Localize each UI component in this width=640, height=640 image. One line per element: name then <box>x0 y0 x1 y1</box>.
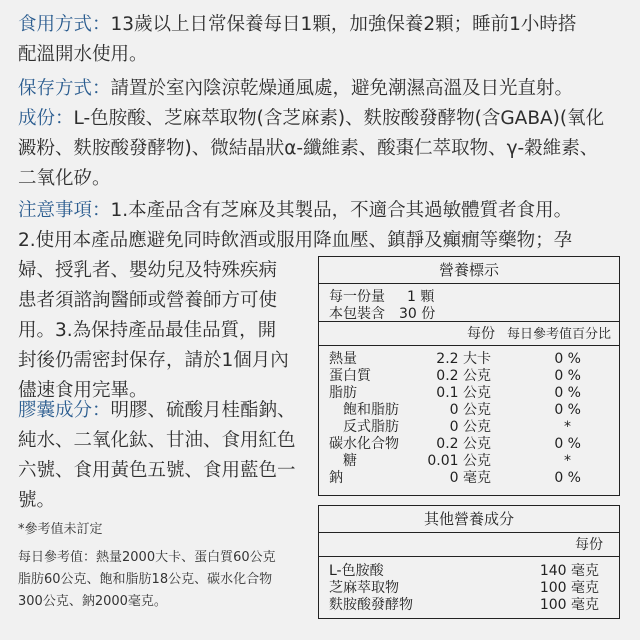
serving-value: 1 顆 <box>407 289 435 305</box>
package-label: 本包裝含 <box>329 306 385 322</box>
nutrient-row <box>319 351 619 368</box>
col-per-serving: 每份 <box>467 326 495 342</box>
footnote-line-2: 每日參考值：熱量2000大卡、蛋白質60公克 <box>18 550 276 565</box>
usage-section <box>18 10 576 70</box>
column-header <box>319 322 619 346</box>
other-col-per-serving: 每份 <box>575 537 603 553</box>
other-row <box>319 580 619 597</box>
other-name: 芝麻萃取物 <box>329 580 399 596</box>
nutrient-dv: 0 % <box>554 402 581 418</box>
other-row <box>319 597 619 614</box>
other-value: 140 毫克 <box>539 563 599 579</box>
nutrient-row <box>319 470 619 487</box>
nutrient-name: 鈉 <box>329 470 343 486</box>
nutrient-name: 飽和脂肪 <box>343 402 399 418</box>
nutrient-dv: 0 % <box>554 385 581 401</box>
ingredients-line-1 <box>18 104 604 134</box>
storage-section <box>18 74 573 104</box>
notes-text-7: 儘速食用完畢。 <box>18 380 148 401</box>
notes-text-2: 2.使用本產品應避免同時飲酒或服用降血壓、鎮靜及癲癇等藥物；孕 <box>18 230 573 251</box>
footnote <box>18 519 276 613</box>
capsule-section <box>18 396 296 516</box>
nutrient-row <box>319 419 619 436</box>
nutrient-name: 碳水化合物 <box>329 436 399 452</box>
nutrition-title: 營養標示 <box>319 257 619 284</box>
capsule-line-1 <box>18 396 296 426</box>
other-row <box>319 563 619 580</box>
nutrient-value: 0.1 公克 <box>436 385 491 401</box>
nutrient-row <box>319 368 619 385</box>
nutrient-name: 蛋白質 <box>329 368 371 384</box>
nutrient-value: 0.2 公克 <box>436 436 491 452</box>
column-header-row <box>319 326 619 343</box>
nutrient-value: 2.2 大卡 <box>436 351 491 367</box>
nutrient-dv: 0 % <box>554 436 581 452</box>
serving-row <box>319 289 619 306</box>
package-value: 30 份 <box>399 306 436 322</box>
other-value: 100 毫克 <box>539 597 599 613</box>
storage-line <box>18 74 573 104</box>
nutrient-name: 反式脂肪 <box>343 419 399 435</box>
notes-text-4: 患者須諮詢醫師或營養師方可使 <box>18 290 278 311</box>
capsule-text-3: 六號、食用黃色五號、食用藍色一 <box>18 460 296 481</box>
footnote-line-3: 脂肪60公克、飽和脂肪18公克、碳水化合物 <box>18 572 273 587</box>
storage-label: 保存方式： <box>18 78 111 99</box>
other-rows <box>319 557 619 614</box>
notes-text-6: 封後仍需密封保存，請於1個月內 <box>18 350 289 371</box>
nutrient-row <box>319 385 619 402</box>
usage-label: 食用方式： <box>18 14 111 35</box>
other-title: 其他營養成分 <box>319 506 619 533</box>
nutrient-dv: * <box>564 419 571 435</box>
package-row <box>319 306 619 323</box>
serving-label: 每一份量 <box>329 289 385 305</box>
capsule-text-1: 明膠、硫酸月桂酯鈉、 <box>110 400 296 421</box>
capsule-text-2: 純水、二氧化鈦、甘油、食用紅色 <box>18 430 296 451</box>
other-value: 100 毫克 <box>539 580 599 596</box>
nutrient-value: 0 毫克 <box>449 470 491 486</box>
notes-line-1 <box>18 196 572 226</box>
ingredients-text-1: L-色胺酸、芝麻萃取物(含芝麻素)、麩胺酸發酵物(含GABA)(氧化 <box>73 108 605 129</box>
usage-line-1 <box>18 10 576 40</box>
usage-text-1: 13歲以上日常保養每日1顆，加強保養2顆；睡前1小時搭 <box>110 14 577 35</box>
footnote-line-1: *參考值未訂定 <box>18 522 103 537</box>
other-column-header-row <box>319 537 619 554</box>
nutrient-dv: 0 % <box>554 351 581 367</box>
storage-text: 請置於室內陰涼乾燥通風處，避免潮濕高溫及日光直射。 <box>110 78 574 99</box>
ingredients-label: 成份： <box>18 108 74 129</box>
col-daily-value: 每日參考值百分比 <box>506 327 611 342</box>
serving-info <box>319 284 619 322</box>
nutrient-name: 脂肪 <box>329 385 357 401</box>
notes-text-3: 婦、授乳者、嬰幼兒及特殊疾病 <box>18 260 278 281</box>
other-name: 麩胺酸發酵物 <box>329 597 413 613</box>
nutrient-dv: 0 % <box>554 470 581 486</box>
usage-text-2: 配溫開水使用。 <box>18 44 148 65</box>
other-nutrients-table <box>318 505 620 619</box>
nutrient-value: 0 公克 <box>449 402 491 418</box>
nutrient-row <box>319 453 619 470</box>
nutrient-row <box>319 436 619 453</box>
ingredients-text-2: 澱粉、麩胺酸發酵物)、微結晶狀α-纖維素、酸棗仁萃取物、γ-穀維素、 <box>18 138 599 159</box>
notes-label: 注意事項： <box>18 200 111 221</box>
nutrient-value: 0 公克 <box>449 419 491 435</box>
nutrient-name: 熱量 <box>329 351 357 367</box>
capsule-label: 膠囊成分： <box>18 400 111 421</box>
ingredients-section <box>18 104 604 194</box>
other-column-header <box>319 533 619 557</box>
capsule-text-4: 號。 <box>18 490 56 511</box>
notes-text-5: 用。3.為保持產品最佳品質，開 <box>18 320 277 341</box>
nutrient-name: 糖 <box>343 453 357 469</box>
nutrient-dv: * <box>564 453 571 469</box>
nutrient-row <box>319 402 619 419</box>
other-name: L-色胺酸 <box>329 563 384 579</box>
ingredients-text-3: 二氧化矽。 <box>18 168 111 189</box>
nutrient-dv: 0 % <box>554 368 581 384</box>
notes-text-1: 1.本產品含有芝麻及其製品，不適合其過敏體質者食用。 <box>110 200 573 221</box>
footnote-line-4: 300公克、鈉2000毫克。 <box>18 594 167 609</box>
nutrient-value: 0.01 公克 <box>427 453 491 469</box>
nutrient-rows <box>319 346 619 487</box>
nutrition-table <box>318 256 620 496</box>
nutrient-value: 0.2 公克 <box>436 368 491 384</box>
